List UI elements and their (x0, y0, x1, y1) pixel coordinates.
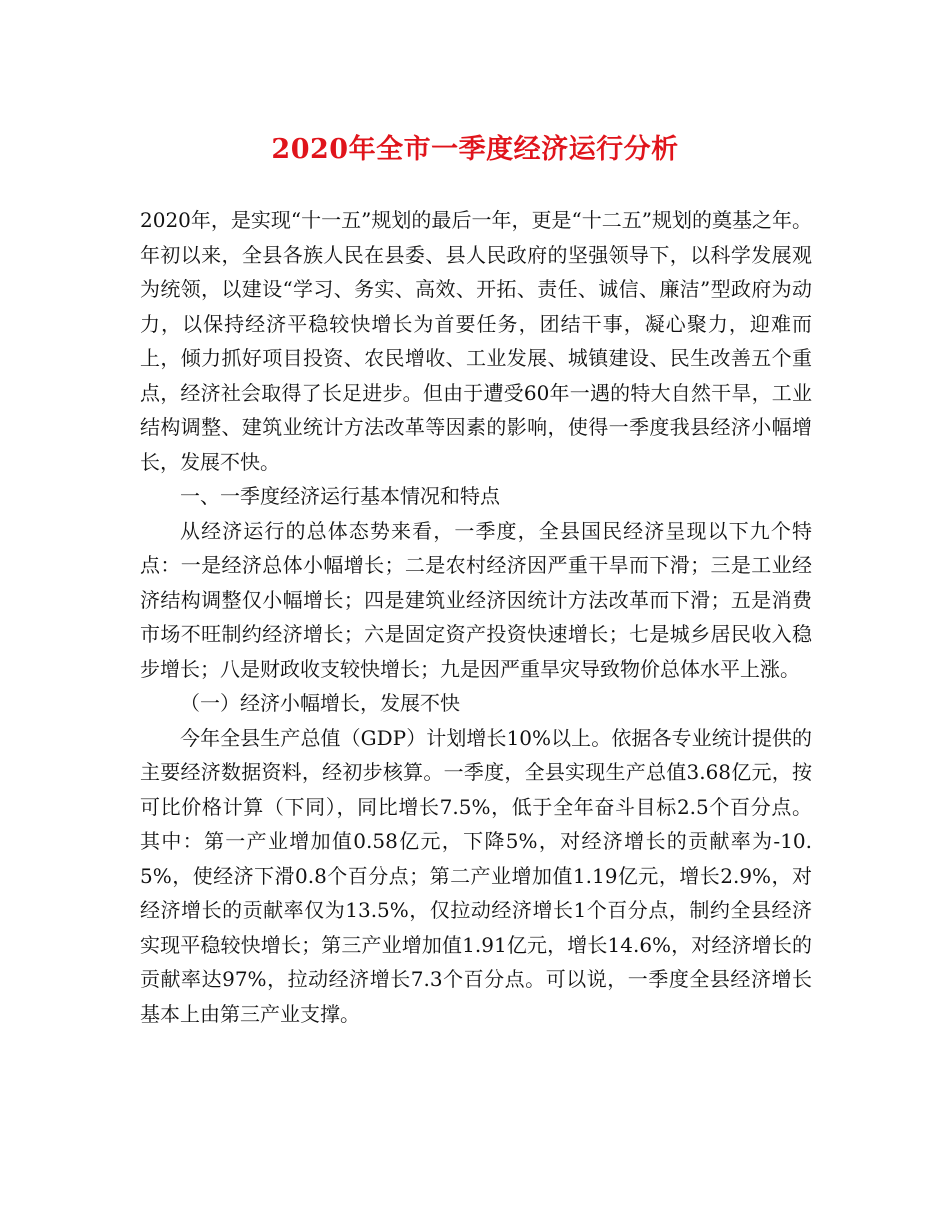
section-heading-1: 一、一季度经济运行基本情况和特点 (180, 484, 500, 508)
gdp-paragraph: 今年全县生产总值（GDP）计划增长10%以上。依据各专业统计提供的主要经济数据资料，经初步核算。一季度，全县实现生产总值3.68亿元，按可比价格计算（下同），同比增长7.5%，低于全年奋斗目标2.5个百分点。其中：第一产业增加值0.58亿元，下降5%，对经济增长的贡献率为-10.5%，使经济下滑0.8个百分点；第二产业增加值1.19亿元，增长2.9%，对经济增长的贡献率仅为13.5%，仅拉动经济增长1个百分点，制约全县经济实现平稳较快增长；第三产业增加值1.91亿元，增长14.6%，对经济增长的贡献率达97%，拉动经济增长7.3个百分点。可以说，一季度全县经济增长基本上由第三产业支撑。 (140, 725, 812, 1026)
document-body (140, 203, 812, 1031)
subsection-heading-1: （一）经济小幅增长，发展不快 (180, 691, 460, 715)
overview-paragraph: 从经济运行的总体态势来看，一季度，全县国民经济呈现以下九个特点：一是经济总体小幅增长；二是农村经济因严重干旱而下滑；三是工业经济结构调整仅小幅增长；四是建筑业经济因统计方法改革而下滑；五是消费市场不旺制约经济增长；六是固定资产投资快速增长；七是城乡居民收入稳步增长；八是财政收支较快增长；九是因严重旱灾导致物价总体水平上涨。 (140, 518, 812, 681)
document-title: 2020年全市一季度经济运行分析 (271, 134, 679, 165)
intro-paragraph: 2020年，是实现“十一五”规划的最后一年，更是“十二五”规划的奠基之年。年初以来，全县各族人民在县委、县人民政府的坚强领导下，以科学发展观为统领，以建设“学习、务实、高效、开拓、责任、诚信、廉洁”型政府为动力，以保持经济平稳较快增长为首要任务，团结干事，凝心聚力，迎难而上，倾力抓好项目投资、农民增收、工业发展、城镇建设、民生改善五个重点，经济社会取得了长足进步。但由于遭受60年一遇的特大自然干旱，工业结构调整、建筑业统计方法改革等因素的影响，使得一季度我县经济小幅增长，发展不快。 (140, 208, 812, 474)
